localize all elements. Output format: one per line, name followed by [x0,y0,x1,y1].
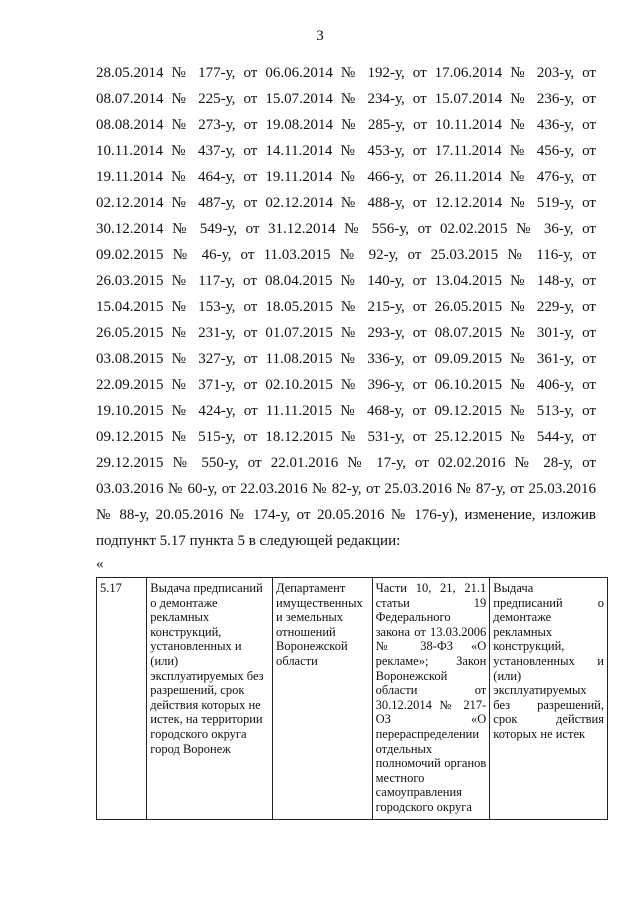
cell-service-name: Выдача предписаний о демонтаже рекламных конструкций, установленных и (или) эксплуатируемых без разрешений, срок действия которых не истек, на территории городского округа город Воронеж [147,578,273,820]
body-line: 19.10.2015 № 424-у, от 11.11.2015 № 468-у, от 09.12.2015 № 513-у, от [96,403,596,419]
body-line: 15.04.2015 № 153-у, от 18.05.2015 № 215-у, от 26.05.2015 № 229-у, от [96,299,596,315]
body-line: 30.12.2014 № 549-у, от 31.12.2014 № 556-у, от 02.02.2015 № 36-у, от [96,221,596,237]
amendment-table [96,577,608,820]
opening-quote-mark: « [96,556,104,572]
body-line: подпункт 5.17 пункта 5 в следующей редакции: [96,533,401,549]
body-text [96,60,596,554]
cell-item-number: 5.17 [97,578,147,820]
cell-department: Департамент имущественных и земельных отношений Воронежской области [273,578,373,820]
body-line: 02.12.2014 № 487-у, от 02.12.2014 № 488-у, от 12.12.2014 № 519-у, от [96,195,596,211]
body-line: 29.12.2015 № 550-у, от 22.01.2016 № 17-у, от 02.02.2016 № 28-у, от [96,455,596,471]
body-line: 03.03.2016 № 60-у, от 22.03.2016 № 82-у, от 25.03.2016 № 87-у, от 25.03.2016 [96,481,596,497]
body-line: 28.05.2014 № 177-у, от 06.06.2014 № 192-у, от 17.06.2014 № 203-у, от [96,65,596,81]
page-number: 3 [316,28,324,44]
body-line: 08.08.2014 № 273-у, от 19.08.2014 № 285-у, от 10.11.2014 № 436-у, от [96,117,596,133]
body-line: 22.09.2015 № 371-у, от 02.10.2015 № 396-у, от 06.10.2015 № 406-у, от [96,377,596,393]
body-line: 03.08.2015 № 327-у, от 11.08.2015 № 336-у, от 09.09.2015 № 361-у, от [96,351,596,367]
body-line: 19.11.2014 № 464-у, от 19.11.2014 № 466-у, от 26.11.2014 № 476-у, от [96,169,596,185]
body-line: 09.02.2015 № 46-у, от 11.03.2015 № 92-у, от 25.03.2015 № 116-у, от [96,247,596,263]
body-line: 10.11.2014 № 437-у, от 14.11.2014 № 453-у, от 17.11.2014 № 456-у, от [96,143,596,159]
body-line: 09.12.2015 № 515-у, от 18.12.2015 № 531-у, от 25.12.2015 № 544-у, от [96,429,596,445]
body-line: 08.07.2014 № 225-у, от 15.07.2014 № 234-у, от 15.07.2014 № 236-у, от [96,91,596,107]
body-line: 26.05.2015 № 231-у, от 01.07.2015 № 293-у, от 08.07.2015 № 301-у, от [96,325,596,341]
body-line: 26.03.2015 № 117-у, от 08.04.2015 № 140-у, от 13.04.2015 № 148-у, от [96,273,596,289]
cell-result: Выдача предписаний о демонтаже рекламных конструкций, установленных и (или) эксплуатируемых без разрешений, срок действия которых не истек [490,578,608,820]
body-line: № 88-у, 20.05.2016 № 174-у, от 20.05.2016 № 176-у), изменение, изложив [96,507,596,523]
table-row [97,578,608,820]
cell-legal-basis: Части 10, 21, 21.1 статьи 19 Федерального закона от 13.03.2006 № 38-ФЗ «О рекламе»; Закон Воронежской области от 30.12.2014 № 217-ОЗ «О перераспределении отдельных полномочий органов местного самоуправления городского округа [372,578,490,820]
